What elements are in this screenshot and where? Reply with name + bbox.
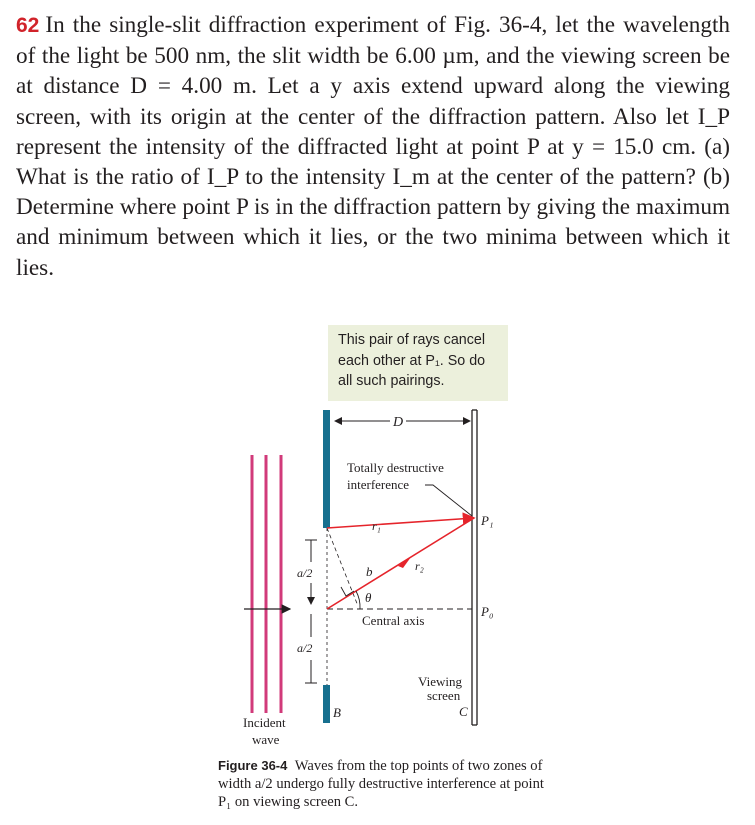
P0-label: P₀ bbox=[481, 604, 494, 619]
viewing-screen bbox=[472, 410, 477, 725]
caption-label: Figure 36-4 bbox=[218, 758, 288, 773]
half-width-bottom-label: a/2 bbox=[297, 641, 313, 655]
incident-wave-label-1: Incident bbox=[243, 715, 286, 730]
ray-r2 bbox=[327, 518, 474, 609]
right-angle-mark bbox=[341, 587, 354, 596]
b-label: b bbox=[366, 564, 373, 579]
P1-label: P₁ bbox=[481, 513, 494, 528]
caption-text: Waves from the top points of two zones of width a/2 undergo fully destructive interference at point P₁ on viewing screen C. bbox=[218, 758, 544, 811]
problem-number: 62 bbox=[16, 14, 40, 37]
barrier-bottom bbox=[323, 685, 330, 723]
figure-caption bbox=[218, 757, 548, 812]
destructive-pointer bbox=[425, 485, 472, 516]
perpendicular-dashed bbox=[327, 528, 358, 606]
incident-wave-label-2: wave bbox=[252, 732, 280, 747]
callout-box: This pair of rays cancel each other at P₁. So do all such pairings. bbox=[328, 325, 508, 401]
half-width-top-label: a/2 bbox=[297, 566, 313, 580]
destructive-label-1: Totally destructive bbox=[347, 460, 444, 475]
r1-label: r₁ bbox=[372, 519, 381, 533]
screen-C-label: C bbox=[459, 704, 468, 719]
distance-D-label: D bbox=[392, 415, 404, 430]
incident-wavefronts bbox=[252, 455, 281, 713]
theta-arc bbox=[356, 591, 360, 609]
slit-barrier bbox=[323, 410, 330, 723]
theta-label: θ bbox=[365, 590, 372, 605]
ray-r2-midarrow bbox=[398, 557, 411, 568]
viewing-screen-label-2: screen bbox=[427, 688, 461, 703]
barrier-top bbox=[323, 410, 330, 528]
ray-r1 bbox=[327, 518, 474, 528]
viewing-screen-label-1: Viewing bbox=[418, 674, 462, 689]
central-axis-label: Central axis bbox=[362, 613, 425, 628]
destructive-label-2: interference bbox=[347, 477, 410, 492]
barrier-B-label: B bbox=[333, 705, 341, 720]
r2-label: r₂ bbox=[415, 559, 424, 573]
problem-text: In the single-slit diffraction experiment of Fig. 36-4, let the wavelength of the light be 500 nm, the slit width be 6.00 µm, and the viewing screen be at distance D = 4.00 m. Let a y axis extend upward along the viewing screen, with its origin at the center of the diffraction pattern. Also let I_P represent the intensity of the diffracted light at point P at y = 15.0 cm. (a) What is the ratio of I_P to the intensity I_m at the center of the pattern? (b) Determine where point P is in the diffraction pattern by giving the maximum and minimum between which it lies, or the two minima between which it lies. bbox=[16, 12, 730, 281]
